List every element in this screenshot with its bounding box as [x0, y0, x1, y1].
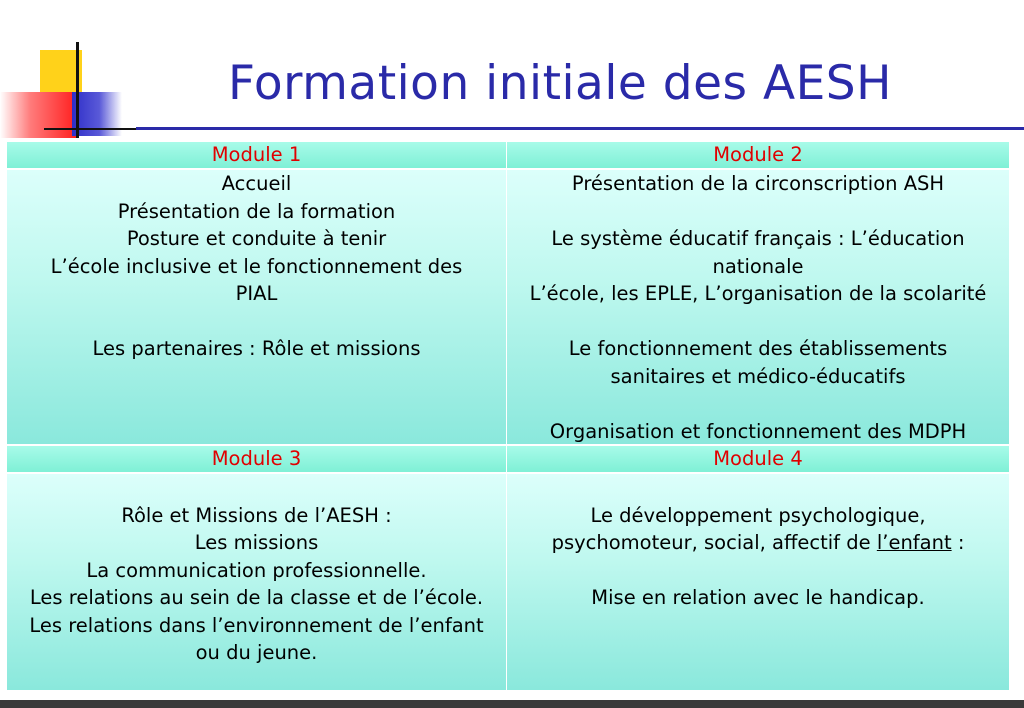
module-4-line-part: : — [951, 531, 965, 554]
modules-table — [7, 142, 1009, 690]
module-3-line: Rôle et Missions de l’AESH : — [121, 503, 392, 527]
module-4-line — [507, 529, 1009, 557]
module-3-heading: Module 3 — [7, 446, 507, 472]
bottom-bar — [0, 700, 1024, 708]
module-3-line: Les missions — [194, 531, 319, 554]
module-2-line: nationale — [712, 254, 804, 278]
module-2-heading: Module 2 — [507, 142, 1009, 168]
spacer — [507, 557, 1009, 585]
spacer — [507, 474, 1009, 502]
module-4-line: Mise en relation avec le handicap. — [591, 586, 925, 609]
module-1-line: L’école inclusive et le fonctionnement des — [50, 254, 463, 278]
module-3-line: Les relations au sein de la classe et de l’école. — [29, 586, 484, 609]
module-2-line: Présentation de la circonscription ASH — [571, 172, 945, 195]
module-4-heading: Module 4 — [507, 446, 1009, 472]
module-1-heading: Module 1 — [7, 142, 507, 168]
module-1-line: PIAL — [235, 282, 278, 305]
module-4-underlined-word: l’enfant — [876, 531, 952, 554]
module-2-line: Organisation et fonctionnement des MDPH — [549, 419, 967, 443]
spacer — [507, 308, 1009, 336]
module-3-line: Les relations dans l’environnement de l’enfant — [29, 613, 484, 637]
module-1-line: Présentation de la formation — [117, 199, 396, 223]
logo-horizontal-line — [44, 128, 136, 130]
spacer — [507, 198, 1009, 226]
slide-title: Formation initiale des AESH — [228, 56, 892, 111]
module-2-line: Le fonctionnement des établissements — [568, 337, 948, 360]
module-4-line-part: psychomoteur, social, affectif de — [551, 531, 871, 554]
module-1-line: Accueil — [221, 172, 292, 195]
module-1-line: Les partenaires : Rôle et missions — [92, 337, 421, 360]
module-4-content — [507, 474, 1009, 690]
module-2-line: sanitaires et médico-éducatifs — [610, 364, 906, 388]
module-2-line: L’école, les EPLE, L’organisation de la scolarité — [529, 282, 987, 305]
spacer — [7, 474, 506, 502]
decorative-logo — [0, 0, 140, 140]
spacer — [507, 390, 1009, 418]
module-4-line: Le développement psychologique, — [590, 503, 926, 527]
red-square-shape — [0, 92, 76, 138]
logo-vertical-line — [76, 42, 79, 138]
module-1-content — [7, 170, 507, 444]
module-3-line: ou du jeune. — [195, 641, 318, 664]
module-3-content — [7, 474, 507, 690]
module-1-line: Posture et conduite à tenir — [126, 227, 387, 250]
module-3-line: La communication professionnelle. — [86, 558, 427, 582]
spacer — [7, 308, 506, 336]
module-2-content — [507, 170, 1009, 444]
title-underline — [136, 127, 1024, 130]
module-2-line: Le système éducatif français : L’éducation — [551, 227, 965, 250]
